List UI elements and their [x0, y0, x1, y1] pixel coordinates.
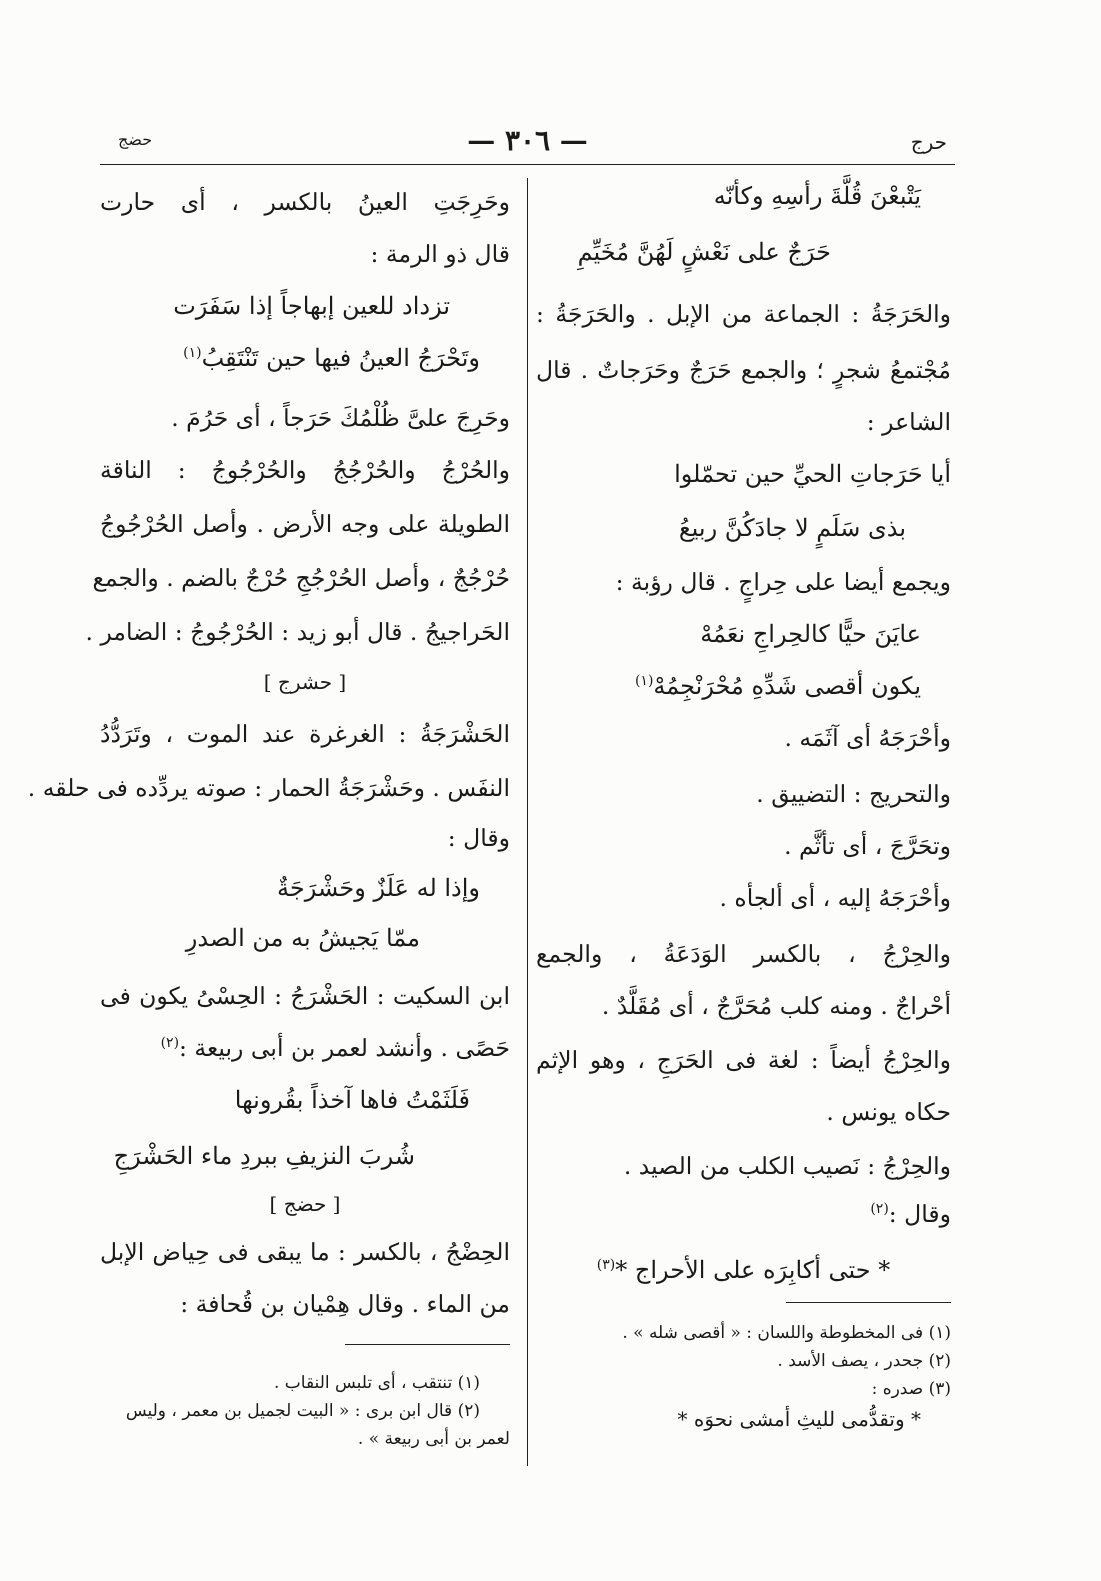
column-divider	[527, 178, 528, 1466]
text-line: حُرْجُجٌ ، وأصل الحُرْجُجِ حُرْجٌ بالضم . والجمع	[92, 564, 510, 592]
text-line: مُجْتمعُ شجرٍ ؛ والجمع حَرَجٌ وحَرَجاتٌ . قال	[536, 356, 951, 384]
text-line: أحْراجٌ . ومنه كلب مُحَرَّجٌ ، أى مُقَلَّدٌ .	[601, 992, 951, 1020]
footnote: لعمر بن أبى ربيعة » .	[357, 1429, 510, 1449]
text-line: وأحْرَجَهُ أى آثَمَه .	[784, 724, 951, 752]
text-line: حكاه يونس .	[826, 1098, 951, 1126]
verse-line: وإذا له عَلَزٌ وحَشْرَجَةٌ	[277, 874, 480, 902]
page-number: — ٣٠٦ —	[467, 124, 588, 157]
text-line: والحِرْجُ ، بالكسر الوَدَعَةُ ، والجمع	[536, 940, 951, 968]
verse-line: فَلَثَمْتُ فاها آخذاً بقُرونها	[234, 1086, 470, 1114]
footnote-ref: (٢)	[160, 1035, 180, 1052]
verse-line: شُربَ النزيفِ ببردِ ماء الحَشْرَجِ	[113, 1142, 415, 1170]
footnote-ref: (٣)	[596, 1257, 616, 1273]
verse-line: يَتْبعْنَ قُلَّةَ رأسِهِ وكأنّه	[713, 182, 921, 210]
text-line: والحُرْجُ والحُرْجُجُ والحُرْجُوجُ : الناقة	[100, 456, 510, 484]
verse-line: وتَحْرَجُ العينُ فيها حين تَنْتَقِبُ$^{(١)}$	[183, 344, 480, 372]
footnote-rule	[345, 1344, 510, 1345]
verse-line: عايَنَ حيًّا كالحِراجِ نعَمُهْ	[700, 620, 921, 648]
verse-line: ممّا يَجيشُ به من الصدرِ	[185, 924, 420, 952]
text-line: الطويلة على وجه الأرض . وأصل الحُرْجُوجُ	[100, 510, 510, 538]
text-line: من الماء . وقال هِمْيان بن قُحافة :	[180, 1290, 510, 1318]
footnote: (١) تنتقب ، أى تلبس النقاب .	[273, 1373, 480, 1393]
text-line: والتحريج : التضييق .	[756, 780, 951, 808]
verse-line: يكون أقصى شَدِّهِ مُحْرَنْجِمُهْ$^{(١)}$	[634, 672, 921, 700]
footnote-ref: (٢)	[870, 1201, 889, 1218]
text-line: وأحْرَجَهُ إليه ، أى ألجأه .	[719, 884, 951, 912]
text-line: والحِرْجُ أيضاً : لغة فى الحَرَجِ ، وهو الإثم	[536, 1046, 951, 1074]
footnote: (٢) قال ابن برى : « البيت لجميل بن معمر ، وليس	[125, 1401, 480, 1421]
verse-line: * حتى أكابِرَه على الأحراج *$^{(٣)}$	[596, 1256, 891, 1284]
header-root-left: حضج	[118, 130, 153, 149]
verse-line: بذى سَلَمٍ لا جادَكُنَّ ربيعُ	[678, 514, 906, 542]
verse-line: أيا حَرَجاتِ الحيِّ حين تحمّلوا	[674, 460, 951, 488]
footnote: (٣) صدره :	[871, 1379, 951, 1399]
footnote-rule	[786, 1302, 951, 1303]
text-line: قال ذو الرمة :	[370, 240, 510, 268]
text-line: وحَرِجَتِ العينُ بالكسر ، أى حارت	[100, 188, 510, 216]
verse-line: حَرَجٌ على نَعْشٍ لَهُنَّ مُخَيِّمِ	[577, 238, 831, 266]
text-line: النفَس . وحَشْرَجَةُ الحمار : صوته يردِّده فى حلقه .	[27, 774, 510, 802]
footnote: (٢) جحدر ، يصف الأسد .	[777, 1351, 951, 1371]
verse-line: تزداد للعين إبهاجاً إذا سَفَرَت	[173, 292, 450, 320]
text-line: ابن السكيت : الحَشْرَجُ : الحِسْىُ يكون فى	[100, 982, 510, 1010]
text-line: ويجمع أيضا على حِراجٍ . قال رؤبة :	[615, 568, 951, 596]
footnote-ref: (١)	[183, 345, 202, 361]
entry-heading: [ حضج ]	[269, 1192, 341, 1216]
text-line: الشاعر :	[866, 408, 951, 436]
header-root-right: حرج	[910, 130, 947, 154]
text-line: والحَرَجَةُ : الجماعة من الإبل . والحَرَجَةُ :	[536, 300, 951, 328]
text-line: الحَراجيجُ . قال أبو زيد : الحُرْجُوجُ : الضامر .	[85, 618, 510, 646]
text-line: وتحَرَّجَ ، أى تأثَّم .	[784, 832, 951, 860]
footnote-ref: (١)	[634, 673, 654, 689]
page-header	[100, 124, 955, 166]
text-line: وقال :$^{(٢)}$	[870, 1200, 951, 1228]
text-line: والحِرْجُ : نَصيب الكلب من الصيد .	[623, 1152, 951, 1180]
footnote: (١) فى المخطوطة واللسان : « أقصى شله » .	[622, 1323, 951, 1343]
text-line: وقال :	[447, 824, 510, 852]
footnote-verse: * وتقدُّمى لليثِ أمشى نحوَه *	[677, 1407, 921, 1431]
text-line: وحَرِجَ علىَّ ظُلْمُكَ حَرَجاً ، أى حَرُمَ .	[171, 404, 510, 432]
header-rule	[100, 164, 955, 165]
text-line: الحَشْرَجَةُ : الغرغرة عند الموت ، وتَرَدُّدُ	[100, 720, 510, 748]
text-line: حَصًى . وأنشد لعمر بن أبى ربيعة :$^{(٢)}$	[160, 1034, 510, 1062]
entry-heading: [ حشرج ]	[263, 670, 347, 694]
text-line: الحِضْجُ ، بالكسر : ما يبقى فى حِياض الإبل	[100, 1238, 510, 1266]
